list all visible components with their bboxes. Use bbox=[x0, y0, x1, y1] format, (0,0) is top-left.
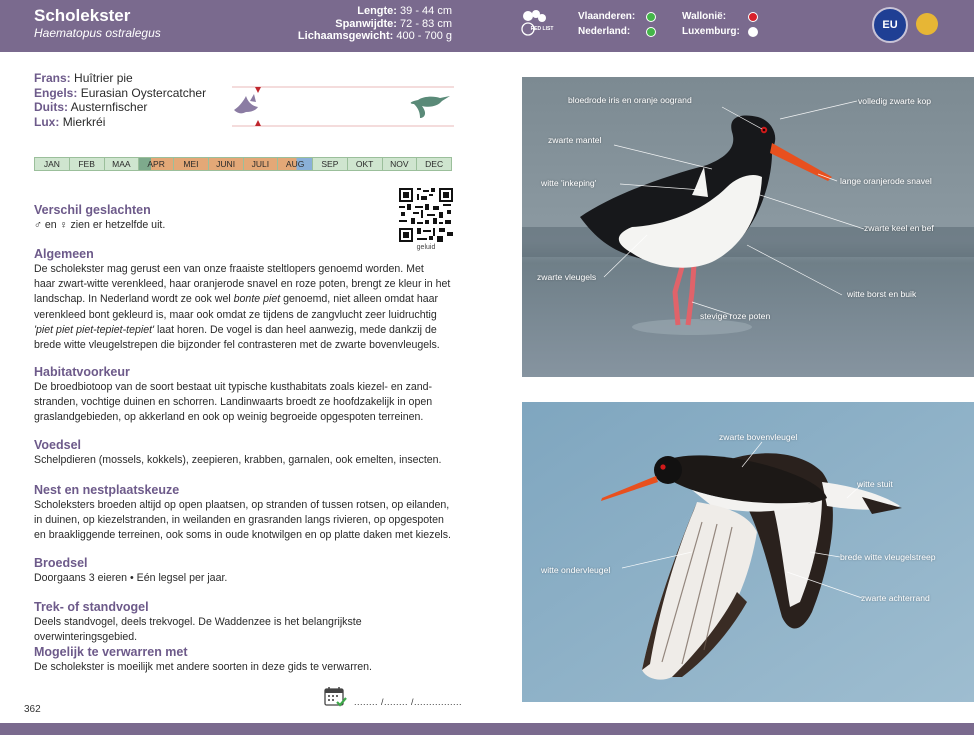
region-status-right bbox=[682, 9, 758, 39]
section-text: Scholeksters broeden altijd op open plaatsen, op stranden of tussen rotsen, op eilanden, in duinen, op kiezelstranden, in weilanden en grasranden langs rivieren, op opgespoten en braakliggende terreinen, ook soms in oude knotwilgen en op platte daken met kiezels. bbox=[34, 499, 451, 542]
month-cell: JUNI bbox=[209, 158, 244, 170]
annotation-iris: bloedrode iris en oranje oogrand bbox=[568, 95, 692, 105]
annotation-mantle: zwarte mantel bbox=[548, 135, 602, 145]
annotation-wings: zwarte vleugels bbox=[537, 272, 597, 282]
arrow-up-icon bbox=[255, 120, 261, 126]
migration-diagram bbox=[232, 84, 454, 130]
month-cell: SEP bbox=[313, 158, 348, 170]
month-cell: NOV bbox=[383, 158, 418, 170]
region-name: Wallonië: bbox=[682, 11, 727, 22]
section-text: De broedbiotoop van de soort bestaat uit typische kusthabitats zoals kiezel- en zand-stranden, vochtige duinen en schorren. Landinwaarts broedt ze hoofdzakelijk in open graslandgebieden, op akkerland en ook op weinig begroeide opgespoten terreinen. bbox=[34, 381, 433, 424]
length-label: Lengte: bbox=[357, 5, 397, 17]
text-line: De scholekster mag gerust een van onze fraaiste steltlopers genoemd worden. Met bbox=[34, 263, 424, 275]
annotation-underwing: witte ondervleugel bbox=[541, 565, 611, 575]
section-heading: Nest en nestplaatskeuze bbox=[34, 483, 180, 497]
month-cell: APR bbox=[139, 158, 174, 170]
species-latin-name: Haematopus ostralegus bbox=[34, 26, 161, 40]
footer-band bbox=[0, 723, 974, 735]
month-cell: DEC bbox=[417, 158, 451, 170]
text-span: genoemd, niet alleen omdat haar bbox=[280, 293, 439, 306]
measurements bbox=[290, 5, 452, 43]
annotation-wingbar: brede witte vleugelstreep bbox=[840, 552, 936, 562]
name-value: Austernfischer bbox=[70, 100, 148, 115]
region-name: Nederland: bbox=[578, 26, 631, 37]
eu-badge bbox=[872, 7, 908, 43]
species-title: Scholekster bbox=[34, 6, 131, 25]
region-name: Vlaanderen: bbox=[578, 11, 636, 22]
section-heading: Broedsel bbox=[34, 556, 88, 570]
month-bar bbox=[34, 157, 452, 171]
month-cell: MAA bbox=[105, 158, 140, 170]
month-cell: FEB bbox=[70, 158, 105, 170]
section-text: ♂ en ♀ zien er hetzelfde uit. bbox=[34, 219, 166, 231]
text-line: brede witte vleugelstrepen die bijzonder fel contrasteren met de zwarte bovenvleugels. bbox=[34, 339, 440, 352]
annotation-trailing-edge: zwarte achterrand bbox=[861, 593, 930, 603]
annotation-legs: stevige roze poten bbox=[700, 311, 771, 321]
observation-date-field[interactable]: ........ /........ /................ bbox=[354, 697, 463, 707]
foreign-names bbox=[34, 71, 206, 130]
section-text: Schelpdieren (mossels, kokkels), zeepieren, krabben, garnalen, ook emelten, insecten. bbox=[34, 454, 442, 466]
wingspan-value: 72 - 83 cm bbox=[400, 17, 452, 30]
month-cell: JAN bbox=[35, 158, 70, 170]
eu-badge-label: EU bbox=[882, 19, 898, 31]
section-food bbox=[34, 438, 454, 468]
name-label: Lux: bbox=[34, 115, 60, 130]
name-value: Eurasian Oystercatcher bbox=[80, 85, 207, 100]
section-migration bbox=[34, 600, 454, 645]
weight-value: 400 - 700 g bbox=[396, 30, 452, 42]
species-header bbox=[0, 0, 974, 52]
section-confusion bbox=[34, 645, 454, 675]
arrow-down-icon bbox=[255, 87, 261, 93]
text-line bbox=[34, 323, 454, 338]
status-dot bbox=[748, 27, 758, 37]
month-cell: OKT bbox=[348, 158, 383, 170]
text-line bbox=[34, 292, 454, 307]
status-dot bbox=[748, 12, 758, 22]
section-heading: Mogelijk te verwarren met bbox=[34, 645, 188, 659]
section-text bbox=[34, 262, 454, 353]
red-list-text: RED LIST bbox=[530, 26, 554, 32]
section-habitat bbox=[34, 365, 454, 426]
flying-bird-silhouette-icon bbox=[411, 96, 450, 118]
annotation-throat: zwarte keel en bef bbox=[864, 223, 934, 233]
page-number: 362 bbox=[24, 704, 41, 715]
section-clutch bbox=[34, 556, 454, 586]
annotation-upperwing: zwarte bovenvleugel bbox=[719, 432, 798, 442]
qr-label: geluid bbox=[416, 244, 436, 251]
section-heading: Habitatvoorkeur bbox=[34, 365, 130, 379]
photo-standing-oystercatcher bbox=[522, 77, 974, 377]
annotation-bill: lange oranjerode snavel bbox=[840, 176, 932, 186]
region-name: Luxemburg: bbox=[682, 26, 740, 37]
italic-term: bonte piet bbox=[233, 293, 281, 306]
bird-silhouette-icon bbox=[234, 94, 258, 113]
name-label: Engels: bbox=[34, 85, 78, 100]
section-sex-difference bbox=[34, 203, 394, 233]
text-line: haar zwart-witte verenkleed, haar oranjerode snavel en roze poten, brengt ze kleur in het bbox=[34, 278, 451, 291]
name-label: Duits: bbox=[34, 100, 68, 115]
italic-call: 'piet piet piet-tepiet-tepiet' bbox=[34, 323, 155, 336]
red-list-icon bbox=[520, 8, 554, 38]
calendar-check-icon bbox=[324, 686, 348, 708]
annotation-rump: witte stuit bbox=[857, 479, 893, 489]
text-span: laat horen. De vogel is dan heel aanwezig, mede dankzij de bbox=[154, 323, 437, 336]
section-text: Deels standvogel, deels trekvogel. De Waddenzee is het belangrijkste overwinteringsgebied. bbox=[34, 616, 362, 644]
photo-flying-oystercatcher bbox=[522, 402, 974, 702]
section-heading: Algemeen bbox=[34, 247, 94, 261]
status-dot bbox=[646, 12, 656, 22]
month-cell: MEI bbox=[174, 158, 209, 170]
section-heading: Trek- of standvogel bbox=[34, 600, 149, 614]
name-value: Huîtrier pie bbox=[74, 71, 133, 85]
name-value: Mierkréi bbox=[62, 115, 106, 130]
month-cell: JULI bbox=[244, 158, 279, 170]
status-dot bbox=[646, 27, 656, 37]
section-text: Doorgaans 3 eieren • Eén legsel per jaar. bbox=[34, 572, 228, 584]
text-span: landschap. In Nederland wordt ze ook wel bbox=[34, 293, 234, 306]
section-heading: Verschil geslachten bbox=[34, 203, 151, 217]
qr-code-icon[interactable] bbox=[399, 188, 453, 242]
region-status-left bbox=[578, 9, 656, 39]
annotation-head: volledig zwarte kop bbox=[858, 96, 932, 106]
text-line: verenkleed bont gekleurd is, maar ook omdat ze tijdens de zangvlucht zeer luidruchtig bbox=[34, 308, 437, 321]
section-text: De scholekster is moeilijk met andere soorten in deze gids te verwarren. bbox=[34, 661, 372, 673]
length-value: 39 - 44 cm bbox=[400, 5, 452, 17]
weight-label: Lichaamsgewicht: bbox=[297, 30, 394, 42]
month-cell: AUG bbox=[278, 158, 313, 170]
wingspan-label: Spanwijdte: bbox=[335, 17, 397, 30]
annotation-notch: witte 'inkeping' bbox=[541, 178, 597, 188]
section-heading: Voedsel bbox=[34, 438, 82, 452]
section-general bbox=[34, 247, 454, 353]
section-nest bbox=[34, 483, 454, 544]
name-label: Frans: bbox=[34, 71, 71, 85]
annotation-breast: witte borst en buik bbox=[847, 289, 917, 299]
sun-icon bbox=[916, 13, 938, 35]
